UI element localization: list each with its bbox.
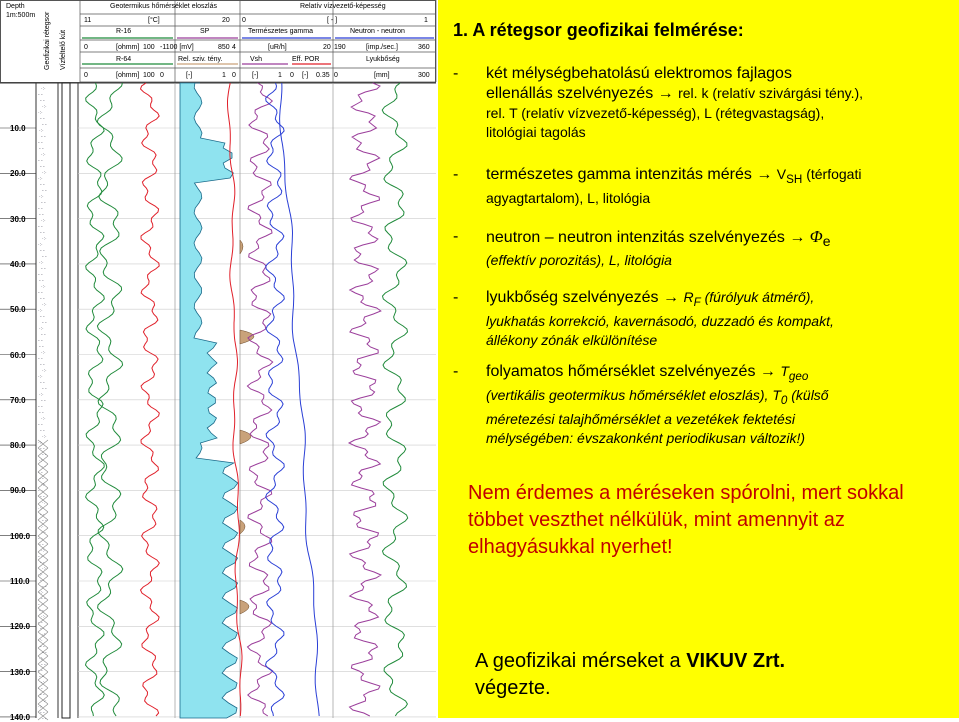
- lith-dot: - -: [40, 446, 45, 452]
- lith-dot: - -: [42, 386, 47, 392]
- lith-dot: - -: [38, 338, 43, 344]
- lith-dot: - -: [39, 410, 44, 416]
- lith-dot: - -: [38, 620, 43, 626]
- lith-dot: ·:·: [38, 242, 43, 248]
- row2-label: SP: [200, 28, 210, 35]
- lith-dot: ·:·: [41, 482, 46, 488]
- row3-val: 20: [323, 44, 331, 51]
- lith-dot: ·:·: [38, 638, 43, 644]
- b4-symbol: R: [683, 289, 694, 305]
- lith-dot: - -: [40, 98, 45, 104]
- row1-val: [ - ]: [327, 17, 338, 24]
- lith-dot: - -: [39, 542, 44, 548]
- lith-dot: ·:·: [42, 632, 47, 638]
- b3-subscript: e: [822, 233, 831, 250]
- depth-label: 30.0: [10, 214, 26, 224]
- row5-val: [mm]: [374, 72, 390, 79]
- row5-val: 0: [84, 72, 88, 79]
- b2-line2: agyagtartalom), L, litológia: [486, 189, 651, 206]
- lith-dot: ·:·: [41, 548, 46, 554]
- lith-dot: ·:·: [41, 284, 46, 290]
- lith-dot: ·:·: [42, 434, 47, 440]
- lith-dot: - -: [41, 332, 46, 338]
- b2-line1: természetes gamma intenzitás mérés: [486, 166, 752, 183]
- row5-val: 1: [278, 72, 282, 79]
- row3-val: [uR/h]: [268, 44, 287, 51]
- lith-dot: ·:·: [38, 572, 43, 578]
- lith-dot: - -: [40, 692, 45, 698]
- lith-dot: ·:·: [39, 458, 44, 464]
- lith-dot: ·:·: [39, 524, 44, 530]
- lith-dot: - -: [38, 404, 43, 410]
- lith-dot: - -: [38, 272, 43, 278]
- lith-dot: - -: [38, 158, 43, 164]
- lith-dot: - -: [41, 200, 46, 206]
- lith-dot: - -: [38, 686, 43, 692]
- lith-dot: - -: [40, 710, 45, 716]
- depth-header: Depth: [6, 3, 25, 10]
- row3-val: 190: [334, 44, 346, 51]
- depth-label: 130.0: [10, 667, 31, 677]
- lith-dot: - -: [40, 512, 45, 518]
- row1-val: 20: [222, 17, 230, 24]
- lith-dot: - -: [40, 560, 45, 566]
- lith-dot: - -: [41, 134, 46, 140]
- bullet-dash: -: [453, 166, 459, 183]
- b5-line1: folyamatos hőmérséklet szelvényezés: [486, 363, 756, 380]
- arrow-icon: →: [756, 166, 773, 183]
- lith-dot: - -: [41, 464, 46, 470]
- depth-label: 100.0: [10, 531, 31, 541]
- lith-dot: - -: [38, 356, 43, 362]
- credit-post: végezte.: [475, 677, 551, 699]
- track2-title: Relatív vízvezető-képesség: [300, 3, 386, 10]
- b5-line3: méretezési talajhőmérséklet a vezetékek fektetési: [486, 410, 795, 427]
- row4-label: Vsh: [250, 56, 263, 63]
- lith-dot: ·:·: [39, 590, 44, 596]
- lith-dot: ·:·: [42, 500, 47, 506]
- row2-label: Természetes gamma: [248, 28, 313, 35]
- vsh-fill: [240, 520, 245, 534]
- b2-symbol: V: [776, 166, 787, 182]
- depth-label: 110.0: [10, 577, 30, 586]
- bullet-dash: -: [453, 228, 459, 245]
- lith-dot: ·:·: [41, 614, 46, 620]
- row3-val: [imp./sec.]: [366, 44, 398, 51]
- row5-val: 0: [232, 72, 236, 79]
- geophysical-log-panel: [0, 0, 436, 722]
- row5-val: 1: [222, 72, 226, 79]
- row3-val: [ohmm]: [116, 44, 140, 51]
- b5-line2a: (vertikális geotermikus hőmérséklet eloszlás), T: [486, 386, 781, 403]
- lith-dot: ·:·: [38, 374, 43, 380]
- depth-scale: 1m:500m: [6, 12, 36, 19]
- lith-dot: - -: [39, 146, 44, 152]
- row3-val: 0: [84, 44, 88, 51]
- lith-dot: - -: [40, 230, 45, 236]
- b2-subscript: SH: [786, 172, 803, 186]
- lith-dot: - -: [38, 224, 43, 230]
- row5-val: [-]: [302, 72, 309, 79]
- lith-dot: ·:·: [38, 440, 43, 446]
- lith-dot: - -: [40, 578, 45, 584]
- lith-dot: - -: [38, 554, 43, 560]
- lith-dot: - -: [40, 296, 45, 302]
- depth-label: 80.0: [10, 441, 26, 451]
- bullet-dash: -: [453, 65, 459, 82]
- lith-dot: - -: [39, 476, 44, 482]
- lith-dot: - -: [39, 608, 44, 614]
- b3-symbol: Φ: [809, 227, 823, 246]
- lith-dot: - -: [38, 422, 43, 428]
- lith-dot: ·:·: [41, 218, 46, 224]
- row5-val: 100: [143, 72, 155, 79]
- lith-dot: ·:·: [41, 680, 46, 686]
- b4-line2: lyukhatás korrekció, kavernásodó, duzzadó és kompakt,: [486, 312, 834, 329]
- lith-dot: - -: [41, 398, 46, 404]
- b4-line1: lyukbőség szelvényezés: [486, 289, 659, 306]
- lith-dot: ·:·: [39, 194, 44, 200]
- row3-val: 4: [232, 44, 236, 51]
- lith-dot: ·:·: [42, 236, 47, 242]
- b1-line1: két mélységbehatolású elektromos fajlagos: [486, 65, 792, 82]
- lith-dot: - -: [42, 716, 47, 722]
- lith-dot: ·:·: [42, 302, 47, 308]
- lith-dot: ·:·: [39, 260, 44, 266]
- lith-dot: ·:·: [42, 698, 47, 704]
- lith-dot: ·:·: [42, 170, 47, 176]
- well-casing: [62, 83, 70, 718]
- lith-dot: - -: [38, 290, 43, 296]
- lith-dot: - -: [41, 596, 46, 602]
- geology-column-header: Geofizikai rétegsor: [44, 11, 51, 70]
- track1-title: Geotermikus hőmérséklet eloszlás: [110, 3, 217, 10]
- lith-dot: - -: [39, 212, 44, 218]
- row3-val: 100: [143, 44, 155, 51]
- vsh-fill: [240, 600, 249, 614]
- lith-dot: - -: [40, 362, 45, 368]
- depth-label: 90.0: [10, 486, 26, 496]
- lith-dot: - -: [41, 530, 46, 536]
- depth-label: 10.0: [10, 124, 26, 133]
- lith-dot: - -: [38, 470, 43, 476]
- depth-label: 120.0: [10, 622, 31, 632]
- depth-label: 50.0: [10, 305, 26, 315]
- depth-label: 20.0: [10, 169, 26, 179]
- lith-dot: - -: [40, 494, 45, 500]
- lith-dot: - -: [40, 626, 45, 632]
- lith-dot: - -: [40, 182, 45, 188]
- depth-label: 60.0: [10, 350, 26, 360]
- row5-val: 0: [160, 72, 164, 79]
- b3-line2: (effektív porozitás), L, litológia: [486, 252, 672, 269]
- row4-label: Rel. sziv. tény.: [178, 56, 223, 63]
- row3-val: -1100 [mV]: [160, 44, 194, 51]
- lith-dot: ·:·: [41, 86, 46, 92]
- lith-dot: ·:·: [38, 176, 43, 182]
- lith-dot: ·:·: [41, 152, 46, 158]
- row5-val: 0: [334, 72, 338, 79]
- bullet-dash: -: [453, 363, 459, 380]
- lith-dot: - -: [38, 140, 43, 146]
- depth-label: 70.0: [10, 395, 26, 405]
- credit-text: [475, 648, 785, 702]
- b1-line2: ellenállás szelvényezés: [486, 85, 654, 102]
- well-log-chart: [0, 0, 436, 722]
- b4-after: (fúrólyuk átmérő),: [704, 289, 815, 305]
- row3-val: 360: [418, 44, 430, 51]
- row5-val: 0: [290, 72, 294, 79]
- row5-val: [-]: [186, 72, 193, 79]
- lith-dot: - -: [42, 452, 47, 458]
- row4-label: Eff. POR: [292, 56, 320, 63]
- b4-subscript: F: [693, 295, 701, 309]
- depth-label: 140.0: [10, 712, 31, 722]
- row1-val: 11: [84, 17, 92, 24]
- lith-dot: ·:·: [42, 566, 47, 572]
- lith-dot: - -: [42, 188, 47, 194]
- lith-dot: ·:·: [38, 308, 43, 314]
- b5-symbol: T: [780, 363, 789, 379]
- b5-subscript: geo: [788, 369, 809, 383]
- lith-dot: - -: [42, 584, 47, 590]
- depth-label: 40.0: [10, 259, 26, 269]
- row3-val: 850: [218, 44, 230, 51]
- red-warning-text: Nem érdemes a méréseken spórolni, mert sokkal többet veszthet nélkülük, mint amennyit az elhagyásukkal nyerhet!: [468, 482, 904, 558]
- b1-line4: litológiai tagolás: [486, 124, 586, 140]
- row4-label: Lyukbőség: [366, 56, 400, 63]
- lith-dot: - -: [42, 254, 47, 260]
- b5-line2-sub: 0: [780, 393, 788, 407]
- lith-dot: - -: [38, 92, 43, 98]
- lith-dot: ·:·: [42, 104, 47, 110]
- lith-dot: - -: [41, 266, 46, 272]
- lith-dot: ·:·: [39, 326, 44, 332]
- vsh-fill: [240, 430, 251, 444]
- vsh-fill: [240, 240, 243, 254]
- credit-pre: A geofizikai mérseket a: [475, 650, 687, 672]
- lith-dot: - -: [40, 314, 45, 320]
- lith-dot: - -: [38, 488, 43, 494]
- arrow-icon: →: [663, 289, 679, 306]
- text-panel: [438, 0, 959, 718]
- b4-line3: állékony zónák elkülönítése: [486, 331, 658, 348]
- lith-dot: - -: [40, 380, 45, 386]
- row4-label: R-64: [116, 56, 132, 63]
- lith-dot: - -: [42, 320, 47, 326]
- b1-arrow-text: rel. k (relatív szivárgási tény.),: [678, 85, 864, 101]
- section-title: 1. A rétegsor geofizikai felmérése:: [453, 20, 744, 40]
- lith-dot: ·:·: [39, 128, 44, 134]
- lith-dot: - -: [38, 536, 43, 542]
- sp-curve-fill: [180, 83, 238, 718]
- lith-dot: ·:·: [39, 656, 44, 662]
- lith-dot: - -: [42, 122, 47, 128]
- lith-dot: - -: [42, 518, 47, 524]
- lith-dot: - -: [39, 278, 44, 284]
- row5-val: [ohmm]: [116, 72, 140, 79]
- lith-dot: - -: [40, 248, 45, 254]
- row5-val: 0.35: [316, 72, 330, 79]
- lith-dot: - -: [38, 206, 43, 212]
- lith-dot: ·:·: [38, 704, 43, 710]
- lith-dot: ·:·: [38, 506, 43, 512]
- b3-line1: neutron – neutron intenzitás szelvényezés: [486, 229, 785, 246]
- company-name: VIKUV Zrt.: [686, 650, 786, 672]
- lith-dot: ·:·: [41, 350, 46, 356]
- arrow-icon: →: [657, 85, 674, 102]
- bullet-dash: -: [453, 289, 459, 306]
- lith-dot: - -: [39, 674, 44, 680]
- b1-line3: rel. T (relatív vízvezető-képesség), L (rétegvastagság),: [486, 105, 825, 121]
- lith-dot: - -: [40, 164, 45, 170]
- lith-dot: ·:·: [42, 368, 47, 374]
- row2-label: Neutron - neutron: [350, 28, 405, 35]
- row1-val: 0: [242, 17, 246, 24]
- lith-dot: - -: [40, 644, 45, 650]
- row1-val: [°C]: [148, 17, 160, 24]
- lith-dot: - -: [38, 668, 43, 674]
- lith-dot: - -: [40, 116, 45, 122]
- row2-label: R-16: [116, 28, 132, 35]
- lith-dot: - -: [38, 602, 43, 608]
- row5-val: 300: [418, 72, 430, 79]
- lith-dot: - -: [41, 662, 46, 668]
- lith-dot: ·:·: [41, 416, 46, 422]
- lith-dot: ·:·: [39, 392, 44, 398]
- lith-dot: ·:·: [38, 110, 43, 116]
- arrow-icon: →: [789, 229, 806, 246]
- lith-dot: - -: [40, 428, 45, 434]
- b5-line2b: (külső: [791, 386, 829, 403]
- lith-dot: - -: [39, 344, 44, 350]
- water-column-header: Vízfeltelő kút: [60, 29, 67, 70]
- b2-after: (térfogati: [806, 166, 862, 182]
- b5-line4: mélységében: évszakonként periodikusan változik!): [486, 429, 806, 446]
- row5-val: [-]: [252, 72, 259, 79]
- lith-dot: - -: [42, 650, 47, 656]
- arrow-icon: →: [759, 363, 776, 380]
- row1-val: 1: [424, 17, 428, 24]
